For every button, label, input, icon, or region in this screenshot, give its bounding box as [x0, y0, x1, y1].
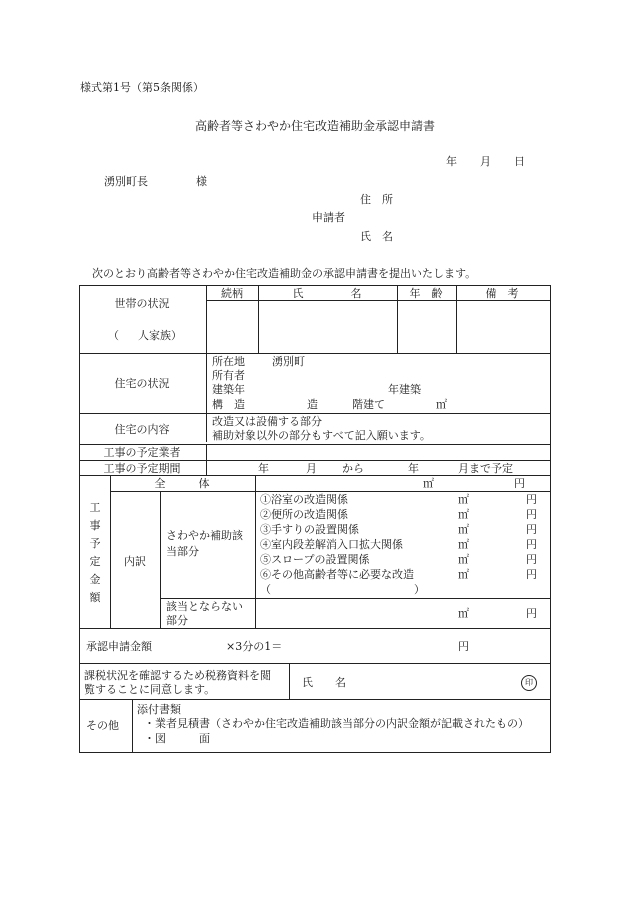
cost-item-3: ③手すりの設置関係 [260, 523, 359, 536]
cost-ineligible-label-2: 部分 [166, 614, 188, 627]
schedule-until: 月まで予定 [458, 462, 513, 475]
cost-item-1: ①浴室の改造関係 [260, 493, 348, 506]
cost-item-4: ④室内段差解消入口拡大関係 [260, 538, 403, 551]
household-header-surname: 氏 [292, 287, 304, 300]
schedule-from: から [342, 462, 364, 475]
schedule-year-start: 年 [258, 462, 269, 475]
cost-paren-close: ） [414, 583, 425, 596]
approval-formula: ×3分の1＝ [226, 640, 283, 653]
addressee-mayor: 湧別町長 [104, 175, 148, 188]
cost-item-3-yen: 円 [526, 523, 537, 536]
housing-label: 住宅の状況 [114, 377, 170, 390]
cost-item-5-yen: 円 [526, 553, 537, 566]
housing-floors: 階建て [352, 398, 385, 411]
cost-ineligible-sqm: ㎡ [458, 607, 469, 620]
date-day: 日 [514, 155, 525, 168]
cost-item-2-sqm: ㎡ [458, 508, 469, 521]
household-header-notes: 備 考 [485, 287, 519, 300]
content-line-2: 補助対象以外の部分もすべて記入願います。 [212, 429, 431, 442]
housing-built-label: 建築年 [212, 383, 245, 396]
cost-item-3-sqm: ㎡ [458, 523, 469, 536]
attachments-title: 添付書類 [137, 703, 181, 716]
consent-line-1: 課税状況を確認するため税務資料を閲 [84, 669, 271, 682]
cost-item-2: ②便所の改造関係 [260, 508, 348, 521]
cost-item-1-sqm: ㎡ [458, 493, 469, 506]
household-count-label: 人家族） [138, 329, 182, 342]
housing-area-unit: ㎡ [436, 398, 447, 411]
cost-vertical-label: 工 事 予 定 金 額 [89, 501, 101, 604]
cost-eligible-label-1: さわやか補助該 [166, 529, 243, 542]
attachment-drawing: ・図 面 [144, 732, 210, 745]
household-header-relation: 続柄 [221, 287, 243, 300]
content-line-1: 改造又は設備する部分 [212, 415, 322, 428]
approval-label: 承認申請金額 [86, 640, 152, 653]
cost-paren-open: （ [260, 583, 271, 596]
contractor-label: 工事の予定業者 [103, 446, 181, 459]
housing-owner-label: 所有者 [212, 369, 245, 382]
cost-item-1-yen: 円 [526, 493, 537, 506]
attachment-estimate: ・業者見積書（さわやか住宅改造補助該当部分の内訳金額が記載されたもの） [144, 717, 529, 730]
schedule-year-end: 年 [408, 462, 419, 475]
cost-item-6-sqm: ㎡ [458, 568, 469, 581]
intro-text: 次のとおり高齢者等さわやか住宅改造補助金の承認申請書を提出いたします。 [92, 267, 477, 280]
housing-built-suffix: 年建築 [388, 383, 421, 396]
seal-icon: 印 [521, 675, 537, 691]
cost-ineligible-yen: 円 [526, 607, 537, 620]
household-header-given-name: 名 [350, 287, 362, 300]
cost-total-sqm: ㎡ [423, 477, 434, 490]
cost-item-5: ⑤スロープの設置関係 [260, 553, 370, 566]
cost-item-4-sqm: ㎡ [458, 538, 469, 551]
date-year: 年 [446, 155, 457, 168]
cost-total-yen: 円 [514, 477, 525, 490]
applicant-name-label: 氏 名 [360, 230, 393, 243]
addressee-honorific: 様 [196, 175, 207, 188]
cost-item-6-yen: 円 [526, 568, 537, 581]
applicant-label: 申請者 [312, 211, 345, 224]
cost-item-2-yen: 円 [526, 508, 537, 521]
consent-name-label: 氏 名 [302, 676, 346, 689]
page-title: 高齢者等さわやか住宅改造補助金承認申請書 [194, 119, 436, 133]
household-count-open: （ [108, 329, 119, 342]
approval-yen: 円 [458, 640, 469, 653]
date-month: 月 [480, 155, 491, 168]
cost-item-4-yen: 円 [526, 538, 537, 551]
household-label: 世帯の状況 [114, 297, 170, 310]
other-label: その他 [86, 719, 119, 732]
household-header-age: 年 齢 [409, 287, 443, 300]
cost-eligible-label-2: 当部分 [166, 545, 199, 558]
content-label: 住宅の内容 [114, 423, 170, 436]
cost-ineligible-label-1: 該当とならない [166, 600, 243, 613]
consent-line-2: 覧することに同意します。 [84, 683, 216, 696]
schedule-month-start: 月 [306, 462, 317, 475]
cost-item-5-sqm: ㎡ [458, 553, 469, 566]
housing-structure-mid: 造 [307, 398, 318, 411]
housing-location-label: 所在地 [212, 355, 245, 368]
housing-structure-label: 構 造 [212, 398, 245, 411]
cost-item-6: ⑥その他高齢者等に必要な改造 [260, 568, 414, 581]
cost-total-label: 全 体 [154, 477, 210, 490]
schedule-label: 工事の予定期間 [103, 462, 181, 475]
applicant-address-label: 住 所 [360, 193, 393, 206]
form-number: 様式第1号（第5条関係） [80, 81, 204, 94]
housing-location-value: 湧別町 [272, 355, 305, 368]
cost-breakdown-label: 内訳 [124, 555, 146, 568]
